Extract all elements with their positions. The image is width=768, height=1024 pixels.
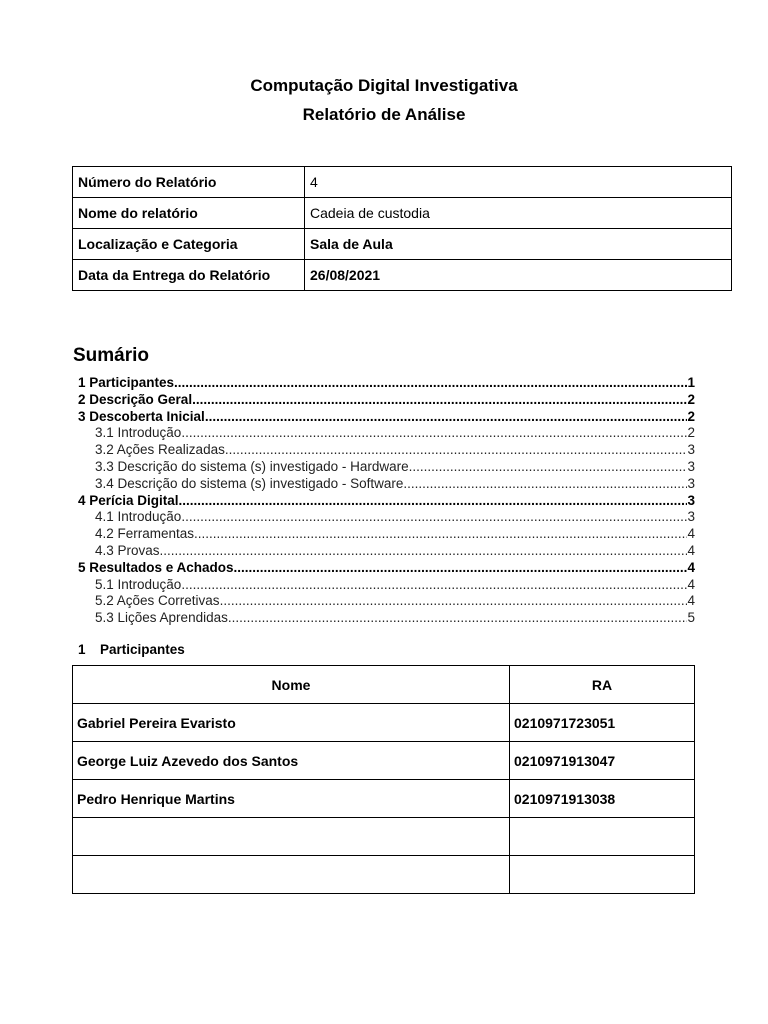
toc-entry-text: 1 Participantes: [78, 375, 175, 390]
toc-entry-text: 5.1 Introdução: [95, 576, 182, 592]
toc-page: 4: [687, 593, 695, 609]
participant-name: [73, 818, 510, 856]
toc-entry[interactable]: [78, 509, 695, 526]
table-row: [73, 229, 732, 260]
table-row: [73, 856, 695, 894]
toc-page: 4: [687, 559, 695, 575]
info-label: Data da Entrega do Relatório: [73, 260, 305, 291]
toc-leader: [174, 375, 687, 392]
toc-page: 3: [687, 458, 695, 474]
toc-leader: [225, 442, 688, 459]
toc-page: 3: [687, 442, 695, 458]
toc-entry[interactable]: [78, 493, 695, 510]
toc-entry[interactable]: [78, 425, 695, 442]
toc-entry-text: 4.1 Introdução: [95, 509, 182, 525]
column-header-name: Nome: [73, 666, 510, 704]
toc-entry[interactable]: [78, 392, 695, 409]
toc-entry[interactable]: [78, 593, 695, 610]
section-title: Participantes: [100, 642, 185, 657]
table-row: [73, 198, 732, 229]
toc-leader: [228, 610, 688, 627]
summary-title: Sumário: [73, 345, 150, 366]
toc-entry-text: 3.3 Descrição do sistema (s) investigado - Hardware: [95, 458, 409, 474]
section-heading: [78, 642, 185, 657]
info-value: 4: [305, 167, 732, 198]
table-row: [73, 260, 732, 291]
toc-entry-text: 3.4 Descrição do sistema (s) investigado - Software: [95, 475, 404, 491]
toc-entry[interactable]: [78, 560, 695, 577]
table-row: [73, 818, 695, 856]
document-title: Computação Digital Investigativa: [250, 76, 518, 95]
table-row: [73, 704, 695, 742]
toc-entry-text: 3.1 Introdução: [95, 425, 182, 441]
participant-name: Pedro Henrique Martins: [73, 780, 510, 818]
table-header-row: [73, 666, 695, 704]
participant-name: George Luiz Azevedo dos Santos: [73, 742, 510, 780]
info-label: Número do Relatório: [73, 167, 305, 198]
toc-page: 4: [687, 576, 695, 592]
section-number: 1: [78, 642, 86, 657]
toc-leader: [403, 476, 687, 493]
toc-leader: [181, 425, 687, 442]
toc-entry[interactable]: [78, 442, 695, 459]
toc-entry-text: 3.2 Ações Realizadas: [95, 442, 225, 458]
toc-page: 3: [687, 475, 695, 491]
toc-leader: [181, 509, 687, 526]
toc-entry[interactable]: [78, 543, 695, 560]
toc-entry[interactable]: [78, 577, 695, 594]
toc-leader: [220, 593, 688, 610]
toc-leader: [409, 459, 688, 476]
toc-entry[interactable]: [78, 610, 695, 627]
toc-page: 1: [687, 375, 695, 390]
info-label: Nome do relatório: [73, 198, 305, 229]
toc-entry-text: 4.2 Ferramentas: [95, 526, 195, 542]
toc-entry-text: 4.3 Provas: [95, 542, 160, 558]
table-of-contents: [78, 375, 695, 627]
participant-name: [73, 856, 510, 894]
toc-page: 3: [687, 492, 695, 508]
info-value: Sala de Aula: [305, 229, 732, 260]
toc-leader: [179, 493, 688, 510]
document-subtitle: Relatório de Análise: [302, 105, 466, 124]
toc-entry[interactable]: [78, 476, 695, 493]
participants-table: [72, 665, 695, 894]
toc-page: 5: [687, 610, 695, 626]
toc-page: 2: [687, 391, 695, 407]
report-info-table: [72, 166, 732, 291]
toc-entry-text: 4 Perícia Digital: [78, 492, 179, 508]
toc-entry[interactable]: [78, 526, 695, 543]
toc-leader: [234, 560, 688, 577]
column-header-ra: RA: [510, 666, 695, 704]
toc-page: 4: [687, 542, 695, 558]
toc-leader: [194, 526, 687, 543]
toc-entry[interactable]: [78, 459, 695, 476]
toc-entry[interactable]: [78, 375, 695, 392]
participant-ra: 0210971723051: [510, 704, 695, 742]
table-row: [73, 742, 695, 780]
participant-ra: [510, 856, 695, 894]
participant-ra: [510, 818, 695, 856]
toc-leader: [181, 577, 687, 594]
participant-ra: 0210971913038: [510, 780, 695, 818]
toc-page: 2: [687, 408, 695, 424]
toc-entry-text: 5 Resultados e Achados: [78, 559, 234, 575]
toc-entry-text: 3 Descoberta Inicial: [78, 408, 205, 424]
toc-leader: [192, 392, 687, 409]
toc-leader: [160, 543, 688, 560]
toc-entry-text: 5.2 Ações Corretivas: [95, 593, 220, 609]
toc-page: 4: [687, 526, 695, 542]
info-value: 26/08/2021: [305, 260, 732, 291]
toc-page: 2: [687, 425, 695, 441]
toc-entry[interactable]: [78, 409, 695, 426]
toc-entry-text: 5.3 Lições Aprendidas: [95, 610, 228, 626]
toc-leader: [205, 409, 688, 426]
table-row: [73, 167, 732, 198]
info-label: Localização e Categoria: [73, 229, 305, 260]
toc-page: 3: [687, 509, 695, 525]
participant-ra: 0210971913047: [510, 742, 695, 780]
info-value: Cadeia de custodia: [305, 198, 732, 229]
table-row: [73, 780, 695, 818]
toc-entry-text: 2 Descrição Geral: [78, 391, 193, 407]
participant-name: Gabriel Pereira Evaristo: [73, 704, 510, 742]
